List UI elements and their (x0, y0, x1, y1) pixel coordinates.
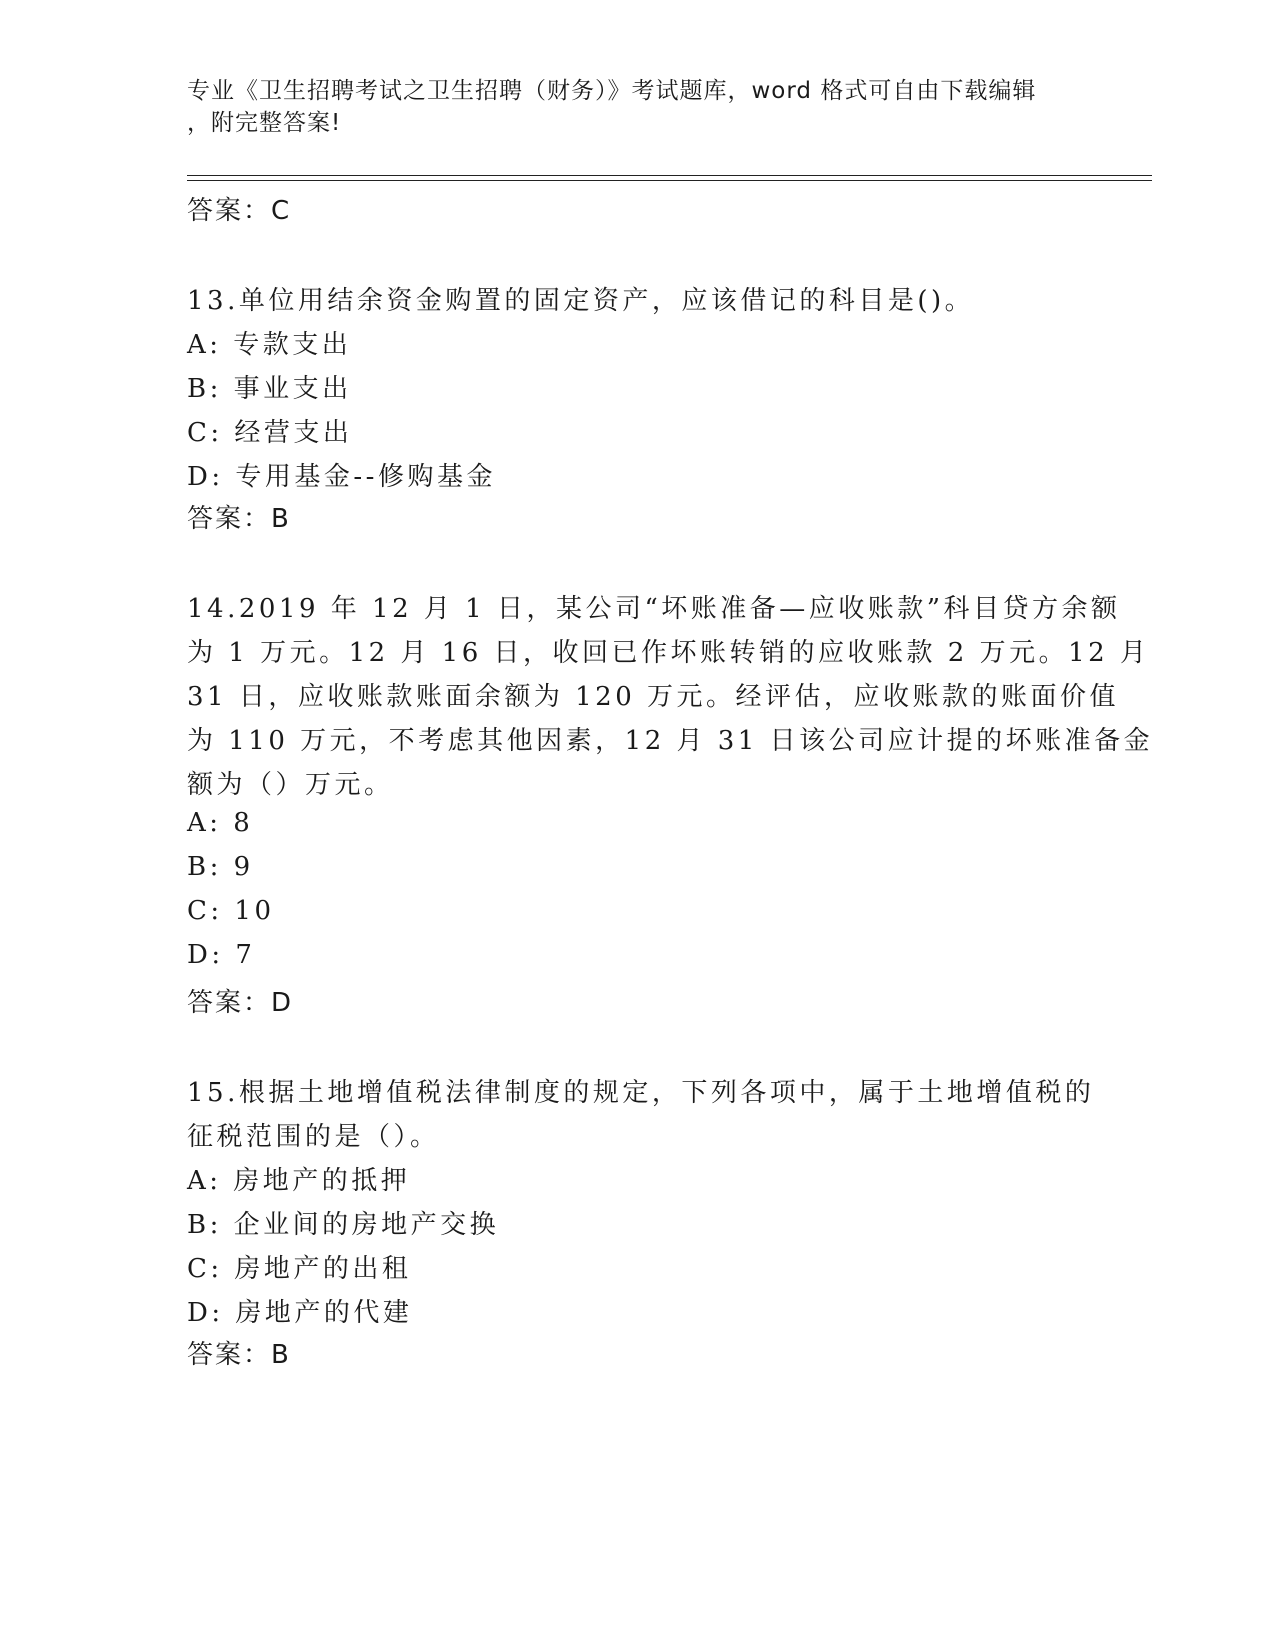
question-13-option-b: B: 事业支出 (187, 374, 352, 404)
question-14-option-d: D: 7 (187, 940, 256, 970)
question-13-answer: 答案：B (187, 504, 291, 534)
header-rule-top (187, 175, 1152, 176)
question-13-option-d: D: 专用基金--修购基金 (187, 462, 496, 492)
header-line-1: 专业《卫生招聘考试之卫生招聘（财务）》考试题库，word 格式可自由下载编辑 (187, 78, 1037, 104)
question-13-option-a: A: 专款支出 (187, 330, 352, 360)
question-15-text-line: 征税范围的是（）。 (187, 1122, 440, 1152)
question-14-text-line: 额为（）万元。 (187, 770, 394, 800)
question-14-text-line: 14.2019 年 12 月 1 日，某公司“坏账准备—应收账款”科目贷方余额 (187, 594, 1121, 624)
question-14-text-line: 为 110 万元，不考虑其他因素，12 月 31 日该公司应计提的坏账准备金 (187, 726, 1154, 756)
question-14-text-line: 31 日，应收账款账面余额为 120 万元。经评估，应收账款的账面价值 (187, 682, 1120, 712)
question-13-text-line: 13.单位用结余资金购置的固定资产，应该借记的科目是()。 (187, 286, 975, 316)
question-13-option-c: C: 经营支出 (187, 418, 353, 448)
question-15-option-b: B: 企业间的房地产交换 (187, 1210, 500, 1240)
question-15-option-d: D: 房地产的代建 (187, 1298, 413, 1328)
header-line-2: ，附完整答案! (187, 110, 342, 136)
question-14-text-line: 为 1 万元。12 月 16 日，收回已作坏账转销的应收账款 2 万元。12 月 (187, 638, 1150, 668)
answer-previous: 答案：C (187, 196, 292, 226)
question-14-option-a: A: 8 (187, 808, 254, 838)
question-14-answer: 答案：D (187, 988, 294, 1018)
question-15-text-line: 15.根据土地增值税法律制度的规定，下列各项中，属于土地增值税的 (187, 1078, 1095, 1108)
question-15-option-a: A: 房地产的抵押 (187, 1166, 411, 1196)
question-15-option-c: C: 房地产的出租 (187, 1254, 412, 1284)
question-14-option-c: C: 10 (187, 896, 275, 926)
question-14-option-b: B: 9 (187, 852, 254, 882)
question-15-answer: 答案：B (187, 1340, 291, 1370)
header-rule-bottom (187, 180, 1152, 181)
